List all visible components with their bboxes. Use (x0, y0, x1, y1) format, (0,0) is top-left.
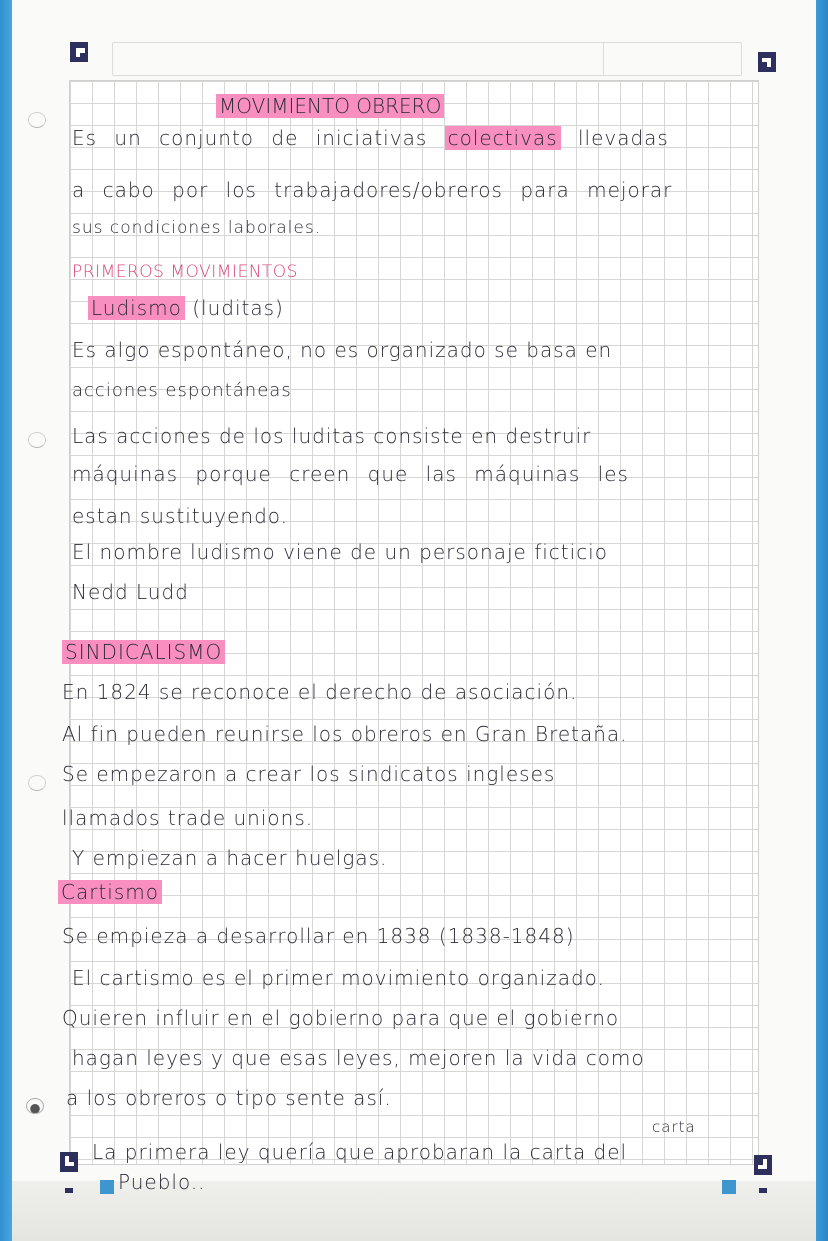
page-title (216, 94, 444, 118)
ludismo-line: estan sustituyendo. (72, 504, 289, 528)
intro-text: llevadas (577, 126, 669, 150)
notebook-edge-left (0, 0, 12, 1241)
scan-marker-square-icon (722, 1180, 736, 1194)
notebook-edge-right (816, 0, 828, 1241)
sindicalismo-heading (62, 640, 225, 664)
cartismo-line-end: Pueblo.. (118, 1170, 206, 1194)
ludismo-line: acciones espontáneas (72, 380, 292, 401)
sindicalismo-line: En 1824 se reconoce el derecho de asociación. (62, 680, 578, 704)
sindicalismo-line: Al fin pueden reunirse los obreros en Gran Bretaña. (62, 722, 628, 746)
binder-hole-icon (26, 1098, 44, 1114)
sindicalismo-line: Se empezaron a crear los sindicatos ingleses (62, 762, 556, 786)
cartismo-line-text: La primera ley quería que aprobaran la (92, 1140, 523, 1164)
cartismo-last-line (92, 1140, 627, 1164)
intro-line-1 (72, 126, 669, 150)
correction-note: carta (652, 1118, 696, 1136)
intro-line-2: a cabo por los trabajadores/obreros para mejorar (72, 178, 673, 202)
binder-hole-icon (28, 775, 46, 791)
binder-hole-icon (28, 432, 46, 448)
corner-marker-bottom-right-icon (754, 1155, 772, 1175)
intro-text: Es un conjunto de iniciativas (72, 126, 428, 150)
binder-hole-icon (28, 112, 46, 128)
scan-marker-square-icon (100, 1180, 114, 1194)
corner-marker-top-right-icon (758, 52, 776, 72)
ludismo-line: Nedd Ludd (72, 580, 189, 604)
sindicalismo-line: llamados trade unions. (62, 806, 314, 830)
cartismo-line: Quieren influir en el gobierno para que el gobierno (62, 1006, 620, 1030)
header-title-box (112, 42, 742, 76)
header-date-divider (603, 43, 604, 75)
ludismo-label: Ludismo (88, 296, 185, 320)
section-heading-primeros-movimientos: PRIMEROS MOVIMIENTOS (72, 262, 298, 282)
cartismo-line-text: carta del (529, 1140, 628, 1164)
ludismo-line: Las acciones de los luditas consiste en destruir (72, 424, 592, 448)
cartismo-heading (58, 880, 162, 904)
page-title-text: MOVIMIENTO OBRERO (216, 94, 444, 118)
grid-paper-area (69, 80, 759, 1165)
scan-marker-dot-icon (759, 1188, 767, 1193)
cartismo-line: El cartismo es el primer movimiento organizado. (72, 966, 605, 990)
corner-marker-top-left-icon (70, 42, 88, 62)
sindicalismo-line: Y empiezan a hacer huelgas. (72, 846, 388, 870)
sindicalismo-label: SINDICALISMO (62, 640, 225, 664)
cartismo-line: hagan leyes y que esas leyes, mejoren la vida como (72, 1046, 645, 1070)
ludismo-heading (88, 296, 284, 320)
ludismo-line: máquinas porque creen que las máquinas les (72, 462, 629, 486)
ludismo-line: El nombre ludismo viene de un personaje ficticio (72, 540, 608, 564)
cartismo-line: a los obreros o tipo sente así. (66, 1086, 392, 1110)
corner-marker-bottom-left-icon (60, 1152, 78, 1172)
cartismo-line: Se empieza a desarrollar en 1838 (1838-1848) (62, 924, 575, 948)
intro-line-3: sus condiciones laborales. (72, 218, 322, 238)
ludismo-line: Es algo espontáneo, no es organizado se basa en (72, 338, 613, 362)
ludismo-subtitle: (luditas) (192, 296, 284, 320)
scan-marker-dot-icon (65, 1188, 73, 1193)
cartismo-label: Cartismo (58, 880, 162, 904)
highlighted-word: colectivas (445, 126, 561, 150)
